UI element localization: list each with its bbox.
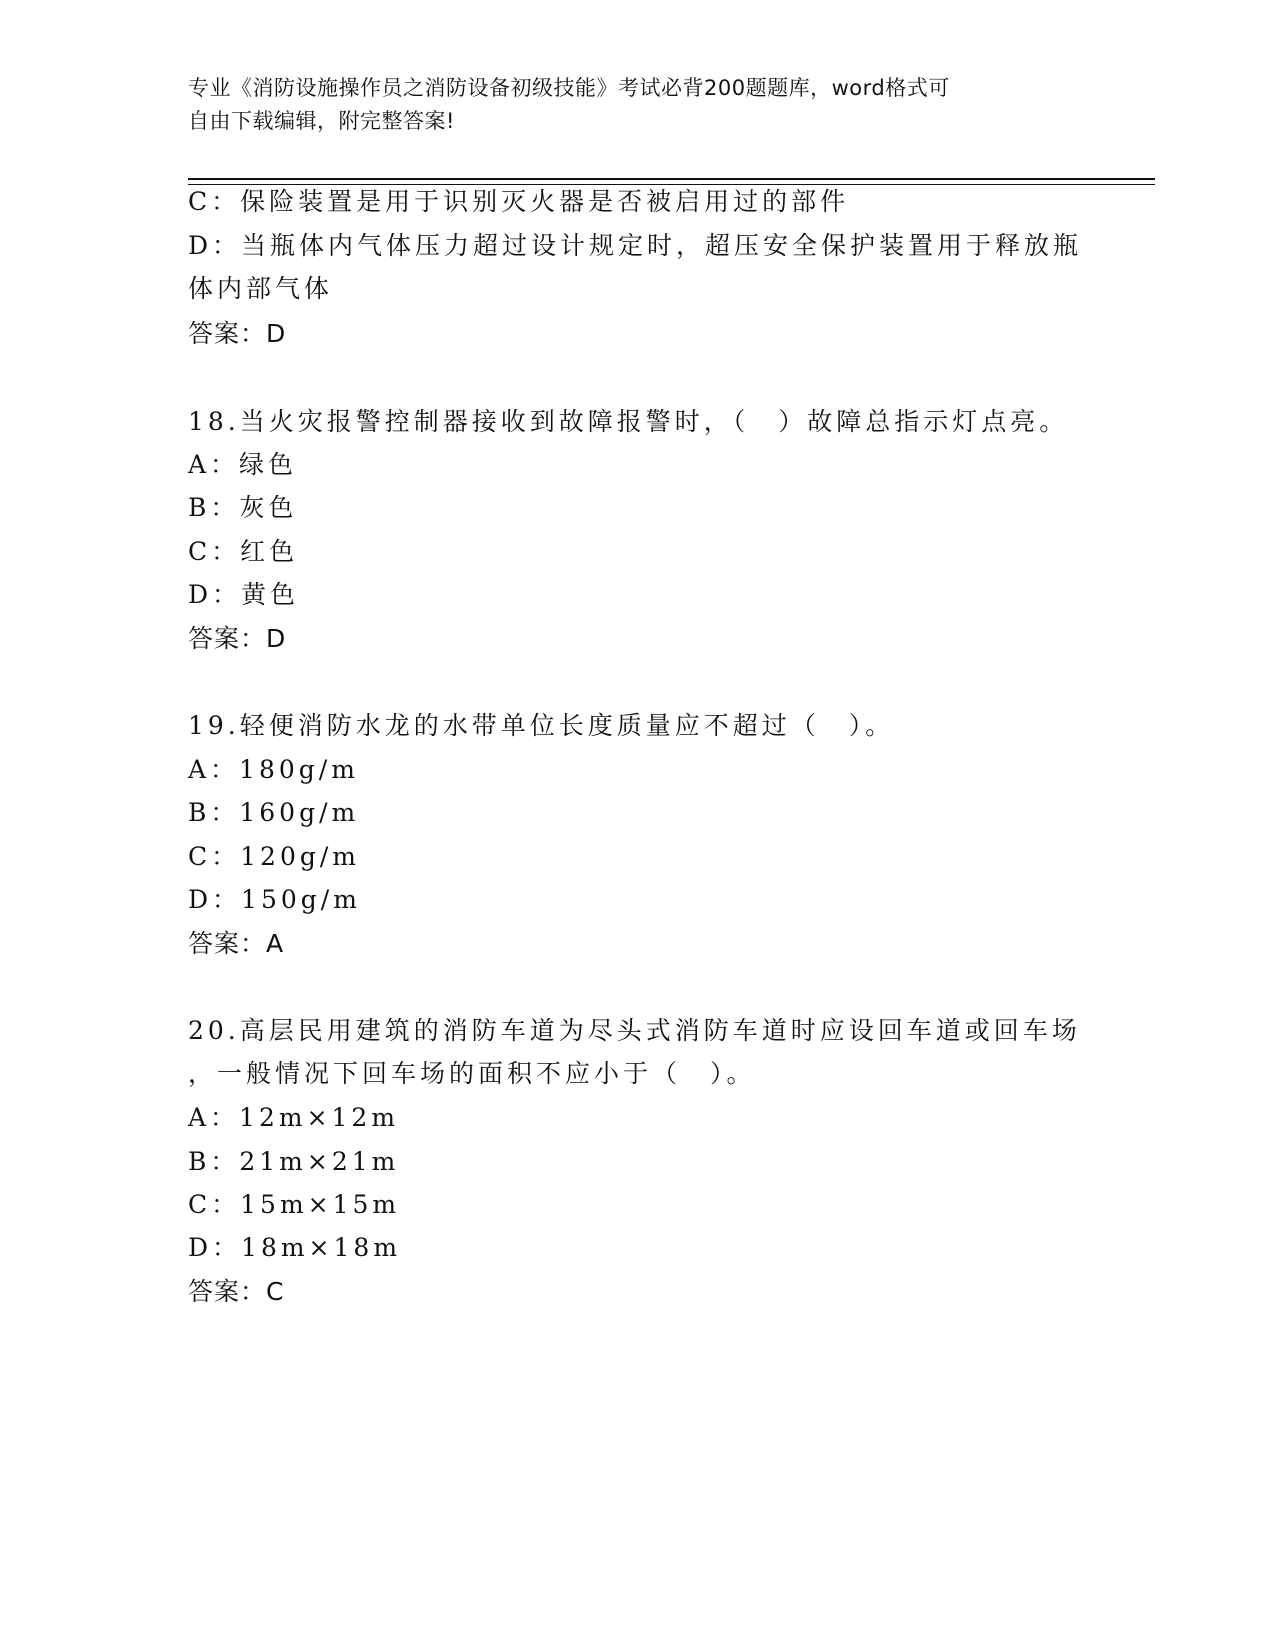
q20-option-d: D：18m×18m bbox=[188, 1233, 402, 1262]
header-rule-thick bbox=[188, 178, 1155, 180]
q17-option-d-line1: D：当瓶体内气体压力超过设计规定时，超压安全保护装置用于释放瓶 bbox=[188, 231, 1083, 260]
header-line-1: 专业《消防设施操作员之消防设备初级技能》考试必背200题题库，word格式可 bbox=[188, 76, 950, 100]
q18-option-d: D：黄色 bbox=[188, 580, 300, 609]
q18-option-c: C：红色 bbox=[188, 537, 299, 566]
q19-answer: 答案：A bbox=[188, 929, 285, 958]
q18-stem: 18.当火灾报警控制器接收到故障报警时，（ ）故障总指示灯点亮。 bbox=[188, 407, 1069, 436]
q17-option-c: C：保险装置是用于识别灭火器是否被启用过的部件 bbox=[188, 187, 850, 216]
q18-option-b: B：灰色 bbox=[188, 493, 298, 522]
q20-option-c: C：15m×15m bbox=[188, 1190, 401, 1219]
q17-answer: 答案：D bbox=[188, 319, 287, 348]
document-header bbox=[188, 72, 1068, 138]
q20-answer: 答案：C bbox=[188, 1277, 285, 1306]
q17-option-d-line2: 体内部气体 bbox=[188, 274, 334, 303]
q18-answer: 答案：D bbox=[188, 624, 287, 653]
q20-stem-line2: ，一般情况下回车场的面积不应小于（ ）。 bbox=[188, 1059, 756, 1088]
q19-option-b: B：160g/m bbox=[188, 798, 360, 827]
q19-stem: 19.轻便消防水龙的水带单位长度质量应不超过（ ）。 bbox=[188, 711, 895, 740]
q20-option-b: B：21m×21m bbox=[188, 1147, 400, 1176]
q20-stem-line1: 20.高层民用建筑的消防车道为尽头式消防车道时应设回车道或回车场 bbox=[188, 1016, 1081, 1045]
header-line-2: 自由下载编辑，附完整答案! bbox=[188, 109, 455, 133]
header-rule-thin bbox=[188, 184, 1155, 185]
q19-option-c: C：120g/m bbox=[188, 842, 360, 871]
q18-option-a: A：绿色 bbox=[188, 450, 298, 479]
q20-option-a: A：12m×12m bbox=[188, 1103, 400, 1132]
q19-option-d: D：150g/m bbox=[188, 885, 361, 914]
q19-option-a: A：180g/m bbox=[188, 755, 359, 784]
